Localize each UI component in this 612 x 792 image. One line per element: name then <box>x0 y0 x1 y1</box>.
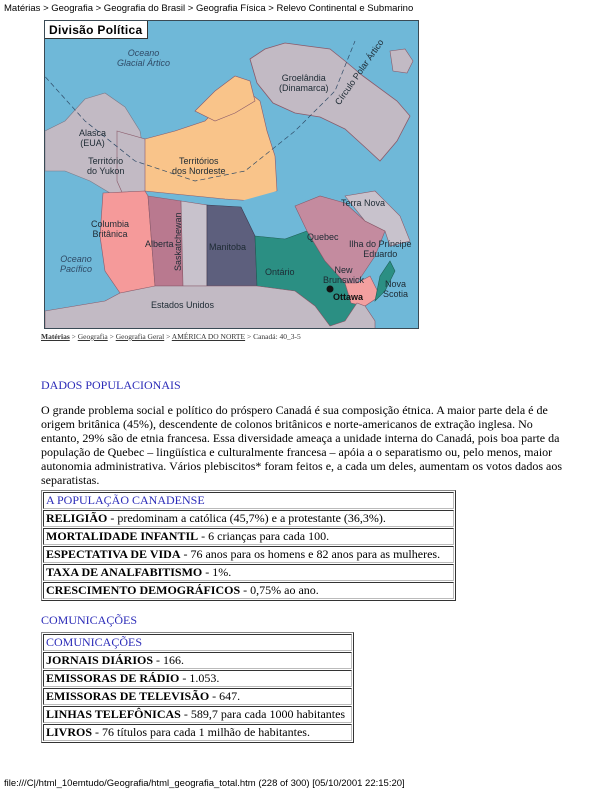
label-yukon <box>87 156 124 176</box>
label-alasca <box>79 128 106 148</box>
label-line: (Dinamarca) <box>279 83 329 93</box>
label-line: Território <box>88 156 124 166</box>
table-row <box>43 652 352 669</box>
table-row <box>43 546 454 563</box>
table-header-row <box>43 492 454 509</box>
table-header-row <box>43 634 352 651</box>
label-quebec: Quebec <box>307 232 339 242</box>
label-alberta: Alberta <box>145 239 174 249</box>
table-row <box>43 670 352 687</box>
label-line: Pacífico <box>60 264 93 274</box>
label-groenlandia <box>279 73 329 93</box>
table-cell <box>43 688 352 705</box>
label-nova-scotia <box>383 279 408 299</box>
label-line: Oceano <box>127 48 160 58</box>
table-cell <box>43 582 454 599</box>
table-row <box>43 528 454 545</box>
label-estados-unidos: Estados Unidos <box>151 300 215 310</box>
label-line: Brunswick <box>323 275 365 285</box>
table-cell <box>43 510 454 527</box>
table-row <box>43 688 352 705</box>
label-ilha-principe <box>349 239 412 259</box>
table-row <box>43 564 454 581</box>
label-line: Columbia <box>91 219 130 229</box>
label-columbia <box>91 219 129 239</box>
breadcrumb-link-geografia-geral[interactable]: Geografia Geral <box>115 332 165 341</box>
row-label: RELIGIÃO <box>46 511 108 525</box>
table-cell <box>43 706 352 723</box>
map-title: Divisão Política <box>45 21 148 39</box>
row-label: CRESCIMENTO DEMOGRÁFICOS <box>46 583 241 597</box>
label-line: dos Nordeste <box>172 166 226 176</box>
label-line: Nova <box>385 279 407 289</box>
breadcrumb-link-america-do-norte[interactable]: AMÉRICA DO NORTE <box>171 332 246 341</box>
breadcrumb-current: Canadá: 40_3-5 <box>253 332 301 341</box>
breadcrumb-separator: > <box>109 332 114 341</box>
map-region-greenland <box>250 43 410 161</box>
row-value: - 1.053. <box>179 671 220 685</box>
paragraph-dados-populacionais: O grande problema social e político do próspero Canadá é sua composição étnica. A maior parte dela é de origem britânica (45%), descendente de colonos britânicos e norte-americanos de extração inglesa. No entanto, 29% são de etnia francesa. Essa diversidade ameaça a unidade interna do Canadá, pois boa parte da população de Quebec – lingüística e culturalmente francesa – apóia a o separatismo ou, pelo menos, maior autonomia administrativa. Vários plebiscitos* foram feitos e, a cada um deles, aumentam os votos dados aos separatistas. <box>41 403 562 487</box>
row-value: - 0,75% ao ano. <box>240 583 319 597</box>
label-line: Eduardo <box>363 249 398 259</box>
label-noroeste <box>172 156 226 176</box>
row-label: ESPECTATIVA DE VIDA <box>46 547 181 561</box>
top-breadcrumb: Matérias > Geografia > Geografia do Brasil > Geografia Física > Relevo Continental e Submarino <box>4 3 414 14</box>
table-cell <box>43 724 352 741</box>
table-row <box>43 706 352 723</box>
row-value: - 76 anos para os homens e 82 anos para as mulheres. <box>180 547 441 561</box>
map-region-saskatchewan <box>181 201 207 286</box>
label-line: Territórios <box>179 156 219 166</box>
row-label: JORNAIS DIÁRIOS <box>46 653 154 667</box>
row-value: - 1%. <box>202 565 232 579</box>
sub-breadcrumb <box>41 332 301 341</box>
label-manitoba: Manitoba <box>209 242 247 252</box>
label-saskatchewan: Saskatchewan <box>173 212 183 271</box>
row-label: MORTALIDADE INFANTIL <box>46 529 199 543</box>
breadcrumb-separator: > <box>246 332 252 341</box>
table-comunicacoes <box>41 632 354 743</box>
label-new-brunswick <box>323 265 364 285</box>
table-row <box>43 724 352 741</box>
label-line: (EUA) <box>80 138 105 148</box>
map-region-iceland <box>390 49 413 73</box>
table-cell <box>43 546 454 563</box>
label-line: Oceano <box>60 254 92 264</box>
row-value: - 647. <box>209 689 241 703</box>
row-value: - predominam a católica (45,7%) e a protestante (36,3%). <box>107 511 386 525</box>
table-populacao-canadense <box>41 490 456 601</box>
table-cell <box>43 670 352 687</box>
row-label: EMISSORAS DE RÁDIO <box>46 671 180 685</box>
table-row <box>43 582 454 599</box>
label-oceano-glacial <box>117 48 170 68</box>
label-line: Glacial Ártico <box>117 58 171 68</box>
row-label: EMISSORAS DE TELEVISÃO <box>46 689 210 703</box>
label-ottawa: Ottawa <box>333 292 364 302</box>
section-heading-comunicacoes: COMUNICAÇÕES <box>41 613 138 627</box>
page-footer-url: file:///C|/html_10emtudo/Geografia/html_geografia_total.htm (228 of 300) [05/10/2001 22:15:20] <box>4 778 405 789</box>
row-value: - 6 crianças para cada 100. <box>198 529 330 543</box>
label-ontario: Ontário <box>265 267 295 277</box>
label-circulo-polar: Círculo Polar Ártico <box>333 37 386 107</box>
row-label: TAXA DE ANALFABITISMO <box>46 565 203 579</box>
label-line: Britânica <box>92 229 128 239</box>
label-line: do Yukon <box>87 166 125 176</box>
label-line: Alasca <box>79 128 107 138</box>
row-label: LINHAS TELEFÔNICAS <box>46 707 181 721</box>
row-value: - 76 títulos para cada 1 milhão de habitantes. <box>92 725 310 739</box>
political-map <box>44 20 419 329</box>
table-header: A POPULAÇÃO CANADENSE <box>43 492 454 509</box>
label-terra-nova: Terra Nova <box>341 198 386 208</box>
table-header: COMUNICAÇÕES <box>43 634 352 651</box>
label-oceano-pacifico <box>60 254 92 274</box>
table-row <box>43 510 454 527</box>
breadcrumb-link-geografia[interactable]: Geografia <box>77 332 108 341</box>
table-cell <box>43 528 454 545</box>
section-heading-dados-populacionais: DADOS POPULACIONAIS <box>41 378 181 392</box>
row-label: LIVROS <box>46 725 93 739</box>
table-cell <box>43 652 352 669</box>
label-line: Ilha do Príncipe <box>349 239 412 249</box>
row-value: - 589,7 para cada 1000 habitantes <box>180 707 346 721</box>
row-value: - 166. <box>153 653 185 667</box>
table-cell <box>43 564 454 581</box>
label-line: Scotia <box>383 289 409 299</box>
breadcrumb-link-materias[interactable]: Matérias <box>41 332 70 341</box>
breadcrumb-separator: > <box>166 332 171 341</box>
breadcrumb-separator: > <box>71 332 76 341</box>
label-line: Groelândia <box>281 73 326 83</box>
label-line: New <box>334 265 353 275</box>
